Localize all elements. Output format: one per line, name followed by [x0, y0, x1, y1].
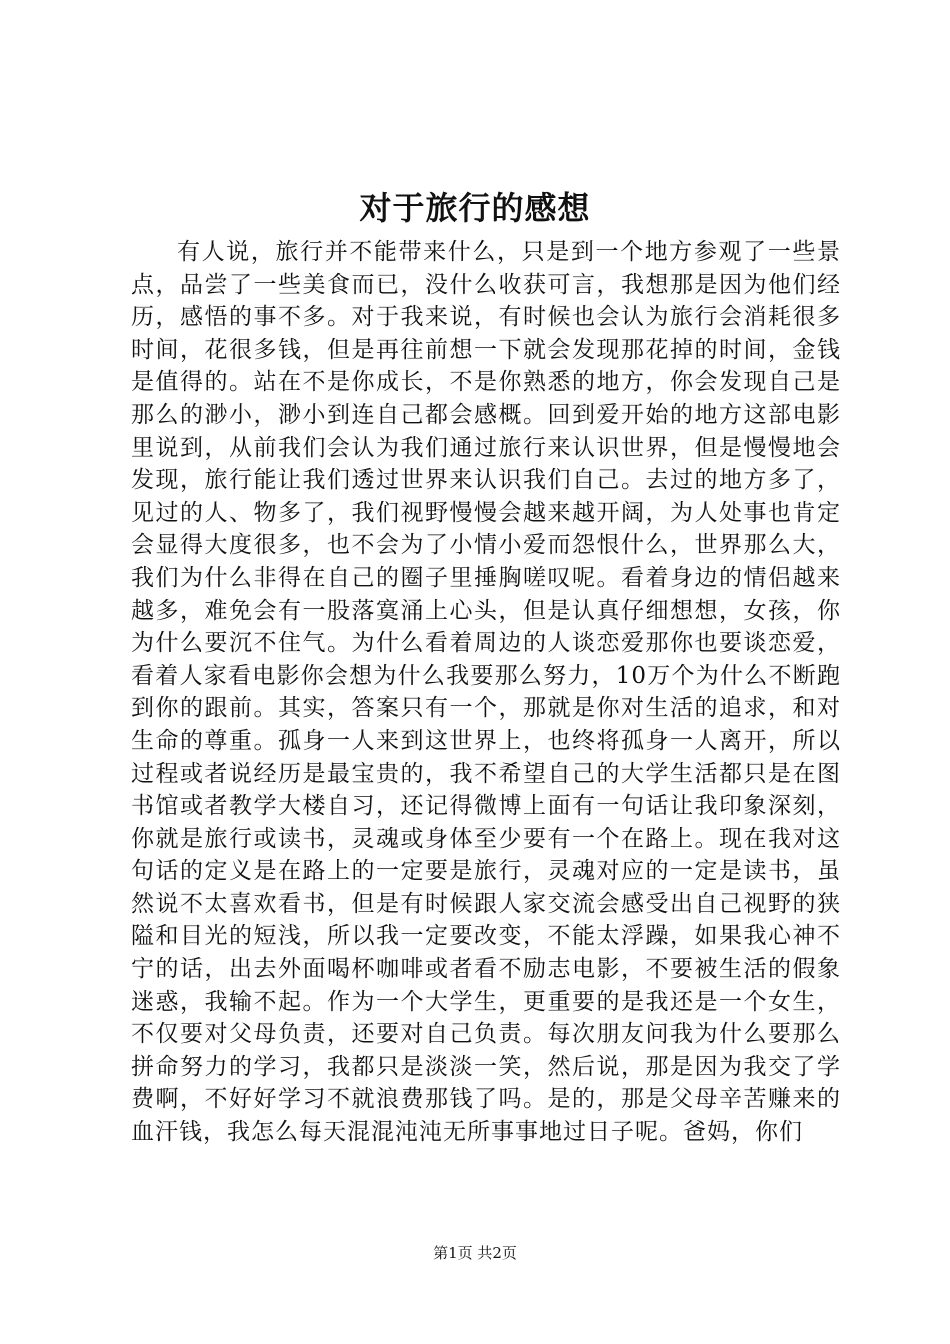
- page-footer: 第1页 共2页: [433, 1244, 517, 1262]
- document-title: 对于旅行的感想: [359, 189, 591, 227]
- body-paragraph: 有人说，旅行并不能带来什么，只是到一个地方参观了一些景点，品尝了一些美食而已，没什么收获可言，我想那是因为他们经历，感悟的事不多。对于我来说，有时候也会认为旅行会消耗很多时间，花很多钱，但是再往前想一下就会发现那花掉的时间，金钱是值得的。站在不是你成长，不是你熟悉的地方，你会发现自己是那么的渺小，渺小到连自己都会感概。回到爱开始的地方这部电影里说到，从前我们会认为我们通过旅行来认识世界，但是慢慢地会发现，旅行能让我们透过世界来认识我们自己。去过的地方多了，见过的人、物多了，我们视野慢慢会越来越开阔，为人处事也肯定会显得大度很多，也不会为了小情小爱而怨恨什么，世界那么大，我们为什么非得在自己的圈子里捶胸嗟叹呢。看着身边的情侣越来越多，难免会有一股落寞涌上心头，但是认真仔细想想，女孩，你为什么要沉不住气。为什么看着周边的人谈恋爱那你也要谈恋爱，看着人家看电影你会想为什么我要那么努力，10万个为什么不断跑到你的跟前。其实，答案只有一个，那就是你对生活的追求，和对生命的尊重。孤身一人来到这世界上，也终将孤身一人离开，所以过程或者说经历是最宝贵的，我不希望自己的大学生活都只是在图书馆或者教学大楼自习，还记得微博上面有一句话让我印象深刻，你就是旅行或读书，灵魂或身体至少要有一个在路上。现在我对这句话的定义是在路上的一定要是旅行，灵魂对应的一定是读书，虽然说不太喜欢看书，但是有时候跟人家交流会感受出自己视野的狭隘和目光的短浅，所以我一定要改变，不能太浮躁，如果我心神不宁的话，出去外面喝杯咖啡或者看不励志电影，不要被生活的假象迷惑，我输不起。作为一个大学生，更重要的是我还是一个女生，不仅要对父母负责，还要对自己负责。每次朋友问我为什么要那么拼命努力的学习，我都只是淡淡一笑，然后说，那是因为我交了学费啊，不好好学习不就浪费那钱了吗。是的，那是父母辛苦赚来的血汗钱，我怎么每天混混沌沌无所事事地过日子呢。爸妈，你们: [131, 239, 841, 1146]
